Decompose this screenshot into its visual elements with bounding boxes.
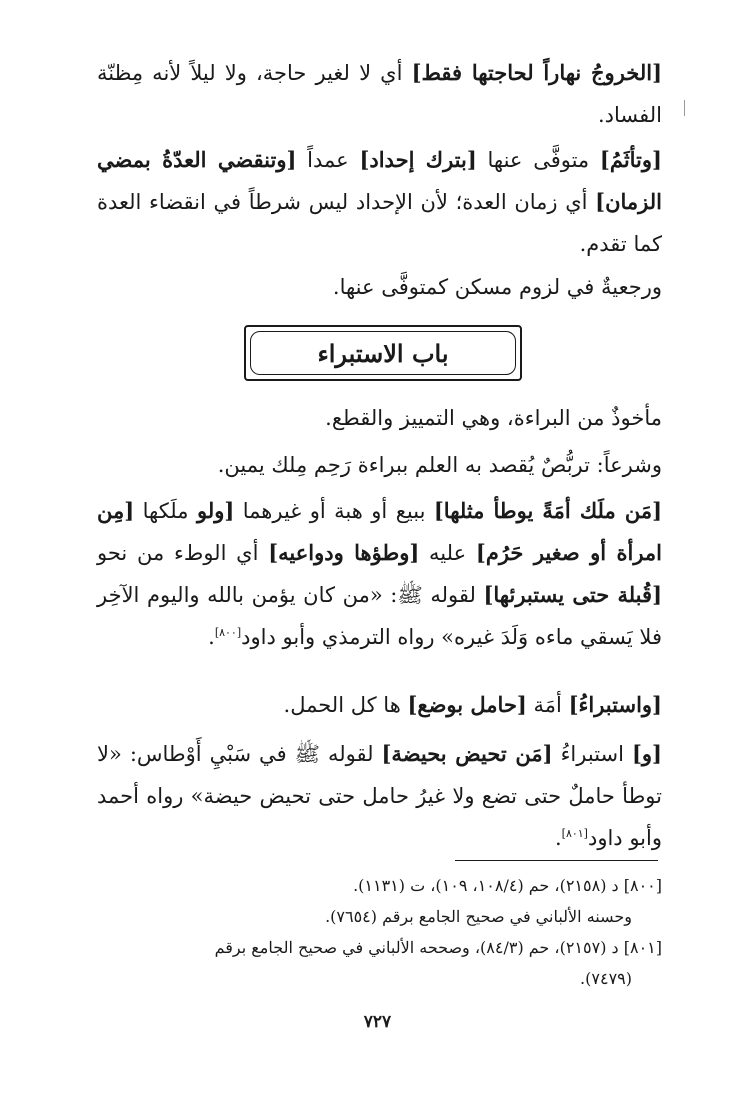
paragraph-man-malak	[97, 490, 662, 658]
paragraph-ihdad	[97, 139, 662, 265]
sharh-text: وشرعاً: تربُّصٌ يُقصد به العلم ببراءة رَحِم مِلك يمين.	[217, 453, 662, 477]
paragraph-lughatan	[97, 397, 662, 439]
sharh-text: أي زمان العدة؛ لأن الإحداد ليس شرطاً في انقضاء العدة كما تقدم.	[97, 190, 662, 256]
sharh-text: أي لا لغير حاجة، ولا ليلاً لأنه مِظنّة الفساد.	[97, 61, 662, 127]
sharh-text: ورجعيةٌ في لزوم مسكن كمتوفَّى عنها.	[332, 275, 662, 299]
sharh-text: .	[208, 625, 215, 649]
footnote-ref[interactable]: [٨٠١]	[561, 827, 588, 840]
margin-mark	[684, 100, 685, 116]
footnote-801: [٨٠١] د (٢١٥٧)، حم (٨٤/٣)، وصححه الألباني في صحيح الجامع برقم	[214, 938, 662, 957]
sharh-text: عليه	[419, 541, 476, 565]
matn-text: [وتنقضي العدّةُ بمضي الزمان]	[97, 147, 662, 214]
matn-text: [حامل بوضع]	[407, 692, 527, 717]
matn-text: [الخروجُ نهاراً لحاجتها فقط]	[411, 60, 662, 85]
matn-text: [بترك إحداد]	[359, 147, 477, 172]
sharh-text: ملَكها	[134, 499, 197, 523]
matn-text: [مِن امرأة أو صغير حَرُم]	[97, 498, 662, 565]
sharh-text: مأخوذٌ من البراءة، وهي التمييز والقطع.	[325, 406, 662, 430]
matn-text: [ولو	[196, 498, 235, 523]
footnote-800: [٨٠٠] د (٢١٥٨)، حم (١٠٨/٤، ١٠٩)، ت (١١٣١).	[353, 876, 662, 895]
sharh-text: ببيع أو هبة أو غيرهما	[234, 499, 434, 523]
footnote-separator	[455, 860, 658, 861]
footnote-ref[interactable]: [٨٠٠]	[214, 626, 242, 639]
sharh-text: .	[554, 826, 562, 850]
matn-text: [وتأثَمُ]	[599, 147, 662, 172]
matn-text: [واستبراءُ]	[568, 692, 662, 717]
paragraph-man-tahid	[97, 733, 662, 859]
matn-text: [مَن ملَك أمَةً يوطأ مثلها]	[433, 498, 663, 523]
matn-text: [مَن تحيض بحيضة]	[381, 741, 553, 766]
matn-text: [قُبلة حتى يستبرئها]	[483, 582, 662, 607]
sharh-text: لقوله ﷺ في سَبْيِ أَوْطاس: «لا توطأ حاملٌ حتى تضع ولا غيرُ حامل حتى تحيض حيضة» رواه أحمد وأبو داود	[97, 742, 662, 850]
sharh-text: متوفَّى عنها	[476, 148, 600, 172]
chapter-title-frame	[244, 325, 522, 381]
sharh-text: أمَة	[526, 693, 569, 717]
page-number: ٧٢٧	[363, 1012, 392, 1032]
paragraph-sharan	[97, 444, 662, 486]
chapter-title: باب الاستبراء	[317, 338, 449, 368]
footnote-800-cont: وحسنه الألباني في صحيح الجامع برقم (٧٦٥٤).	[325, 907, 632, 926]
matn-text: [و]	[631, 741, 662, 766]
footnote-801-cont: (٧٤٧٩).	[580, 969, 632, 988]
sharh-text: لقوله ﷺ: «من كان يؤمن بالله واليوم الآخِر فلا يَسقي ماءه وَلَدَ غيره» رواه الترمذي وأبو داود	[97, 583, 662, 649]
footnotes	[97, 870, 662, 994]
paragraph-khuruj	[97, 52, 662, 136]
sharh-text: ها كل الحمل.	[283, 693, 408, 717]
matn-text: [وطؤها ودواعيه]	[268, 540, 420, 565]
paragraph-rajiya	[97, 266, 662, 308]
sharh-text: أي الوطء من نحو	[97, 541, 269, 565]
sharh-text: عمداً	[296, 148, 360, 172]
paragraph-hamil	[97, 684, 662, 726]
sharh-text: استبراءُ	[552, 742, 632, 766]
